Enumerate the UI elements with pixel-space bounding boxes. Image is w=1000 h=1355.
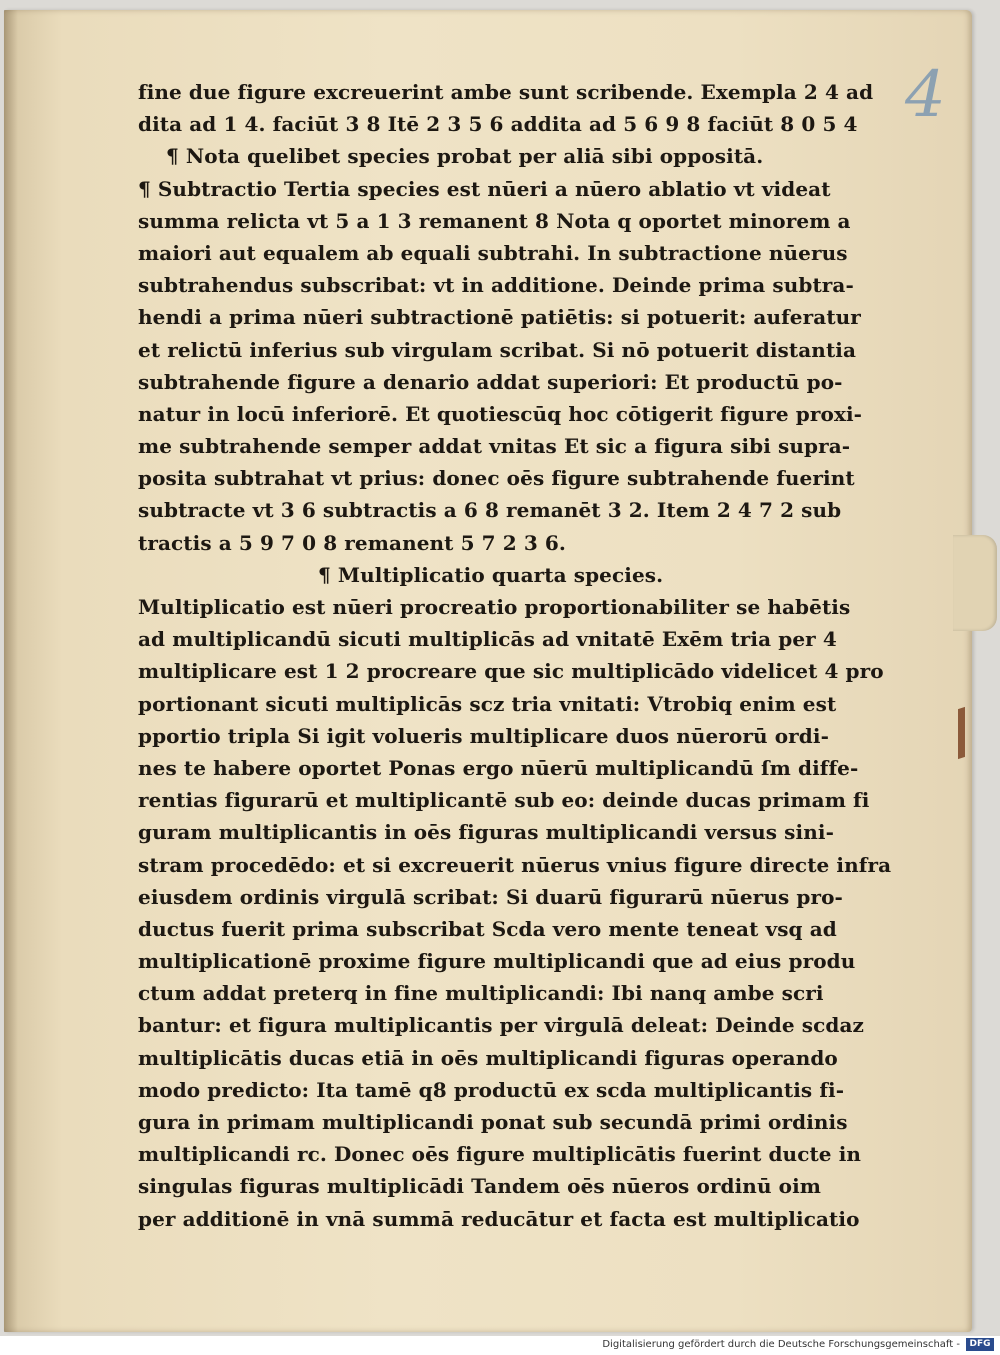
text-line: ad multiplicandū sicuti multiplicās ad vnitatē Exēm tria per 4 — [138, 627, 837, 652]
text-line: modo predicto: Ita tamē q8 productū ex scda multiplicantis fi- — [138, 1077, 845, 1102]
text-line: posita subtrahat vt prius: donec oēs figure subtrahende fuerint — [138, 466, 855, 491]
section-heading: ¶ Multiplicatio quarta species. — [318, 562, 664, 587]
text-line: eiusdem ordinis virgulā scribat: Si duarū figurarū nūerus pro- — [138, 884, 843, 909]
text-line: multiplicare est 1 2 procreare que sic multiplicādo videlicet 4 pro — [138, 659, 884, 684]
text-line: natur in locū inferiorē. Et quotiescūq hoc cōtigerit figure proxi- — [138, 401, 863, 426]
text-line: tractis a 5 9 7 0 8 remanent 5 7 2 3 6. — [138, 530, 566, 555]
text-line: subtrahendus subscribat: vt in additione. Deinde prima subtra- — [138, 273, 854, 298]
text-line: stram procedēdo: et si excreuerit nūerus vnius figure directe infra — [138, 852, 892, 877]
text-line: Multiplicatio est nūeri procreatio proportionabiliter se habētis — [138, 595, 851, 619]
text-line: ctum addat preterq in fine multiplicandi: Ibi nanq ambe scri — [138, 981, 824, 1006]
page-tab — [953, 535, 997, 631]
text-line: ductus fuerit prima subscribat Scda vero mente teneat vsq ad — [138, 916, 837, 941]
text-line: subtrahende figure a denario addat superiori: Et productū po- — [138, 369, 843, 394]
page-edge-mark — [958, 707, 965, 759]
text-line: ¶ Subtractio Tertia species est nūeri a nūero ablatio vt videat — [138, 176, 831, 201]
text-line: nes te habere oportet Ponas ergo nūerū multiplicandū ſm diffe- — [138, 755, 859, 780]
text-line: rentias figurarū et multiplicantē sub eo: deinde ducas primam fi — [138, 788, 870, 813]
text-line: bantur: et figura multiplicantis per virgulā deleat: Deinde scdaz — [138, 1013, 865, 1038]
text-line: ¶ Nota quelibet species probat per aliā sibi oppositā. — [166, 144, 764, 169]
text-line: fine due figure excreuerint ambe sunt scribende. Exempla 2 4 ad — [138, 80, 874, 104]
text-line: pportio tripla Si igit volueris multiplicare duos nūerorū ordi- — [138, 723, 829, 748]
text-line: maiori aut equalem ab equali subtrahi. In subtractione nūerus — [138, 240, 848, 265]
page-gutter-shadow — [4, 10, 18, 1332]
funding-credit: Digitalisierung gefördert durch die Deutsche Forschungsgemeinschaft - — [602, 1339, 960, 1350]
text-line: me subtrahende semper addat vnitas Et sic a figura sibi supra- — [138, 434, 851, 459]
text-line: per additionē in vnā summā reducātur et facta est multiplicatio — [138, 1206, 860, 1231]
text-line: multiplicationē proxime figure multiplicandi que ad eius produ — [138, 949, 856, 974]
text-line: multiplicandi rc. Donec oēs figure multiplicātis fuerint ducte in — [138, 1142, 862, 1167]
digitization-footer — [0, 1336, 1000, 1355]
text-line: guram multiplicantis in oēs figuras multiplicandi versus sini- — [138, 820, 834, 845]
text-line: singulas figuras multiplicādi Tandem oēs nūeros ordinū oim — [138, 1174, 822, 1199]
folio-number: 4 — [905, 58, 946, 132]
text-line: et relictū inferius sub virgulam scribat. Si nō potuerit distantia — [138, 337, 857, 362]
text-line: multiplicātis ducas etiā in oēs multiplicandi figuras operando — [138, 1045, 838, 1070]
dfg-logo: DFG — [966, 1338, 994, 1351]
text-line: dita ad 1 4. faciūt 3 8 Itē 2 3 5 6 addita ad 5 6 9 8 faciūt 8 0 5 4 — [138, 112, 858, 137]
text-line: portionant sicuti multiplicās scz tria vnitati: Vtrobiq enim est — [138, 691, 837, 716]
text-line: hendi a prima nūeri subtractionē patiētis: si potuerit: auferatur — [138, 305, 861, 330]
body-text — [138, 76, 892, 1235]
text-line: summa relicta vt 5 a 1 3 remanent 8 Nota q oportet minorem a — [138, 208, 851, 233]
text-line: subtracte vt 3 6 subtractis a 6 8 remanēt 3 2. Item 2 4 7 2 sub — [138, 498, 842, 523]
text-line: gura in primam multiplicandi ponat sub secundā primi ordinis — [138, 1110, 848, 1134]
